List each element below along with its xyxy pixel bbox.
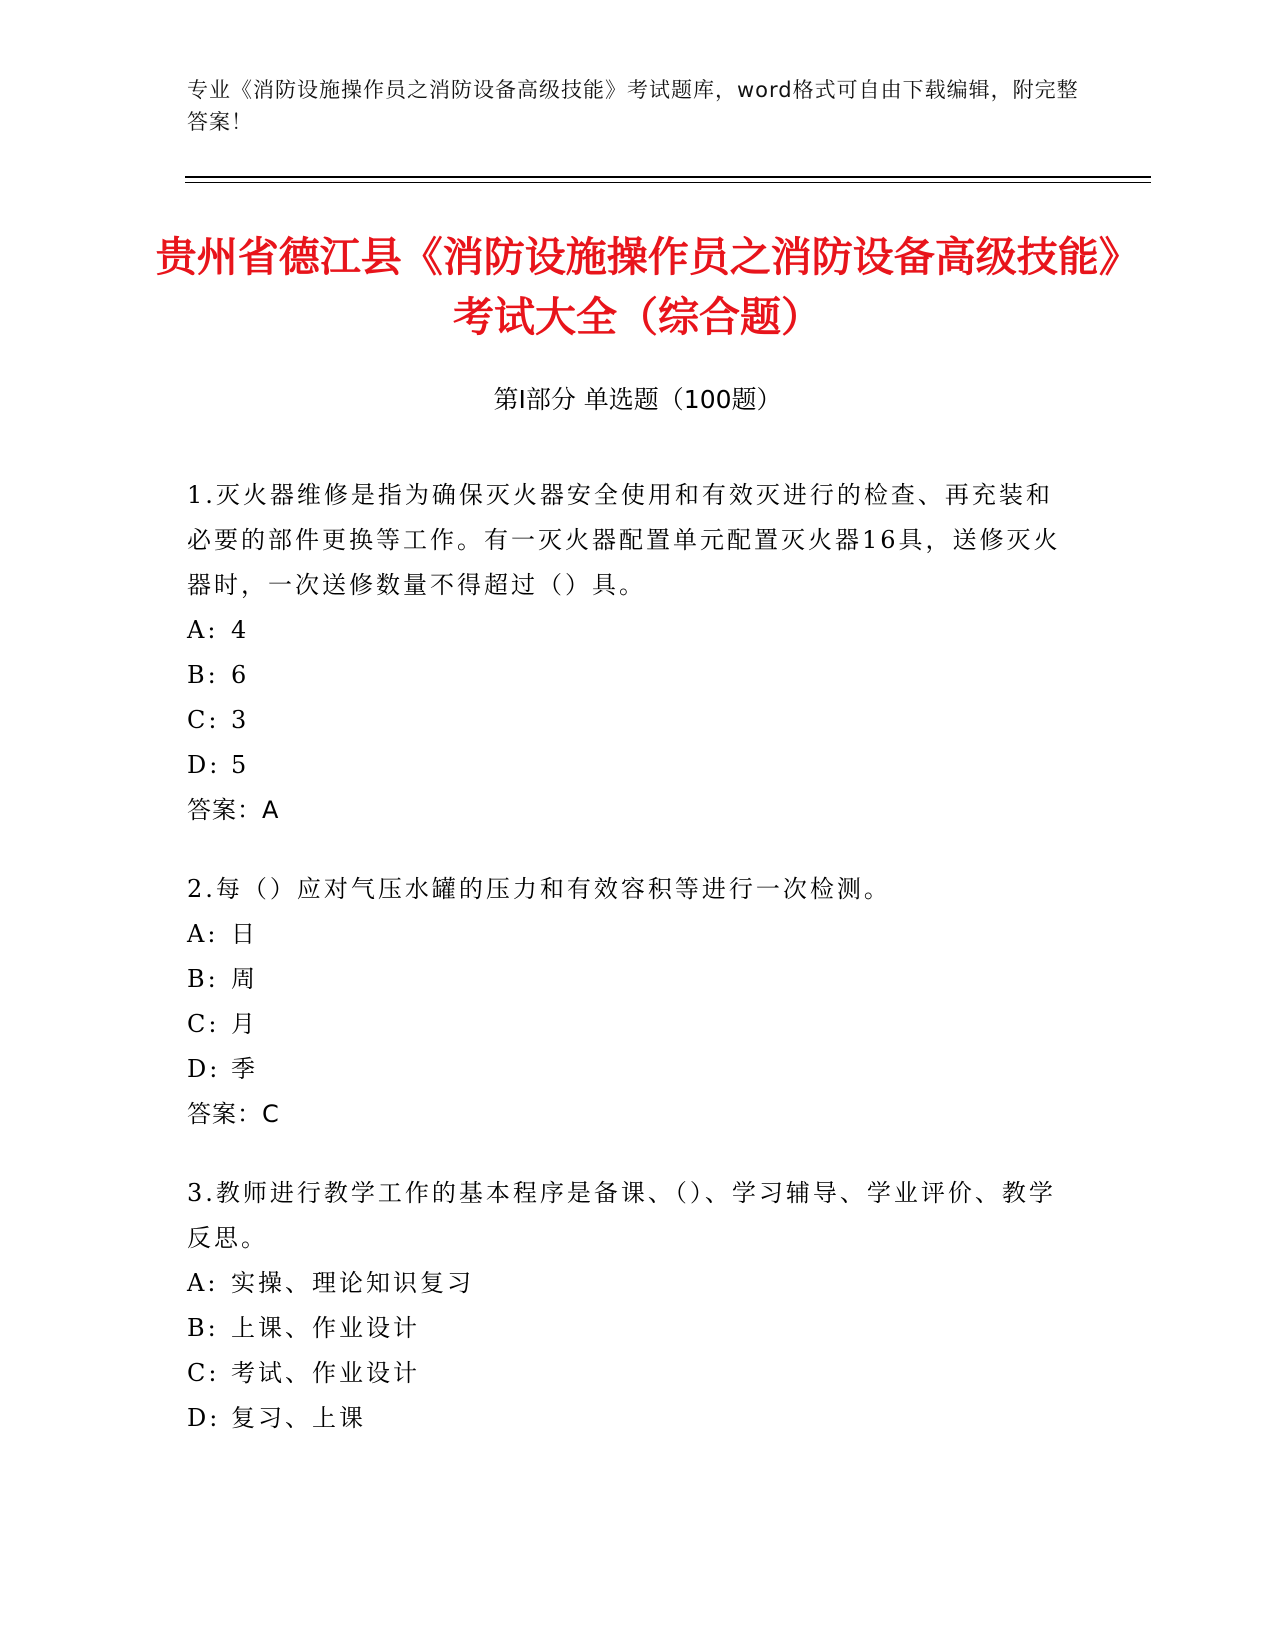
option-text: 3 (231, 706, 250, 734)
option-key: B: (187, 965, 219, 993)
question-list (187, 473, 1067, 1475)
header-divider-thick (185, 176, 1151, 178)
option-text: 考试、作业设计 (231, 1359, 420, 1387)
question-stem: 3.教师进行教学工作的基本程序是备课、（）、学习辅导、学业评价、教学反思。 (187, 1179, 1056, 1252)
header-note: 专业《消防设施操作员之消防设备高级技能》考试题库，word格式可自由下载编辑，附完整答案！ (187, 78, 1079, 134)
option-key: D: (187, 751, 221, 779)
option-c (187, 698, 1067, 743)
option-b (187, 653, 1067, 698)
option-key: B: (187, 1314, 219, 1342)
option-key: A: (187, 616, 219, 644)
option-key: A: (187, 1269, 219, 1297)
header-divider-thin (185, 182, 1151, 183)
question-stem: 1.灭火器维修是指为确保灭火器安全使用和有效灭进行的检查、再充装和必要的部件更换等工作。有一灭火器配置单元配置灭火器16具，送修灭火器时，一次送修数量不得超过（）具。 (187, 481, 1061, 599)
document-title: 贵州省德江县《消防设施操作员之消防设备高级技能》考试大全（综合题） (155, 233, 1120, 341)
option-text: 季 (231, 1055, 258, 1083)
option-text: 5 (231, 751, 250, 779)
option-text: 上课、作业设计 (231, 1314, 420, 1342)
option-key: A: (187, 920, 219, 948)
question-1 (187, 473, 1067, 833)
option-text: 4 (231, 616, 250, 644)
answer-line: 答案：A (187, 796, 280, 824)
option-text: 6 (231, 661, 250, 689)
option-a (187, 1261, 1067, 1306)
option-key: D: (187, 1404, 221, 1432)
option-key: C: (187, 1010, 220, 1038)
question-2 (187, 867, 1067, 1137)
option-text: 日 (231, 920, 258, 948)
option-key: B: (187, 661, 219, 689)
option-c (187, 1002, 1067, 1047)
option-a (187, 912, 1067, 957)
option-key: D: (187, 1055, 221, 1083)
option-b (187, 957, 1067, 1002)
answer-line: 答案：C (187, 1100, 280, 1128)
question-3 (187, 1171, 1067, 1441)
option-b (187, 1306, 1067, 1351)
option-d (187, 1396, 1067, 1441)
option-c (187, 1351, 1067, 1396)
section-heading: 第Ⅰ部分 单选题（100题） (493, 385, 782, 414)
option-text: 复习、上课 (231, 1404, 366, 1432)
option-d (187, 1047, 1067, 1092)
option-text: 实操、理论知识复习 (231, 1269, 474, 1297)
option-text: 月 (231, 1010, 258, 1038)
option-key: C: (187, 1359, 220, 1387)
option-a (187, 608, 1067, 653)
option-key: C: (187, 706, 220, 734)
question-stem: 2.每（）应对气压水罐的压力和有效容积等进行一次检测。 (187, 875, 891, 903)
option-d (187, 743, 1067, 788)
option-text: 周 (231, 965, 258, 993)
